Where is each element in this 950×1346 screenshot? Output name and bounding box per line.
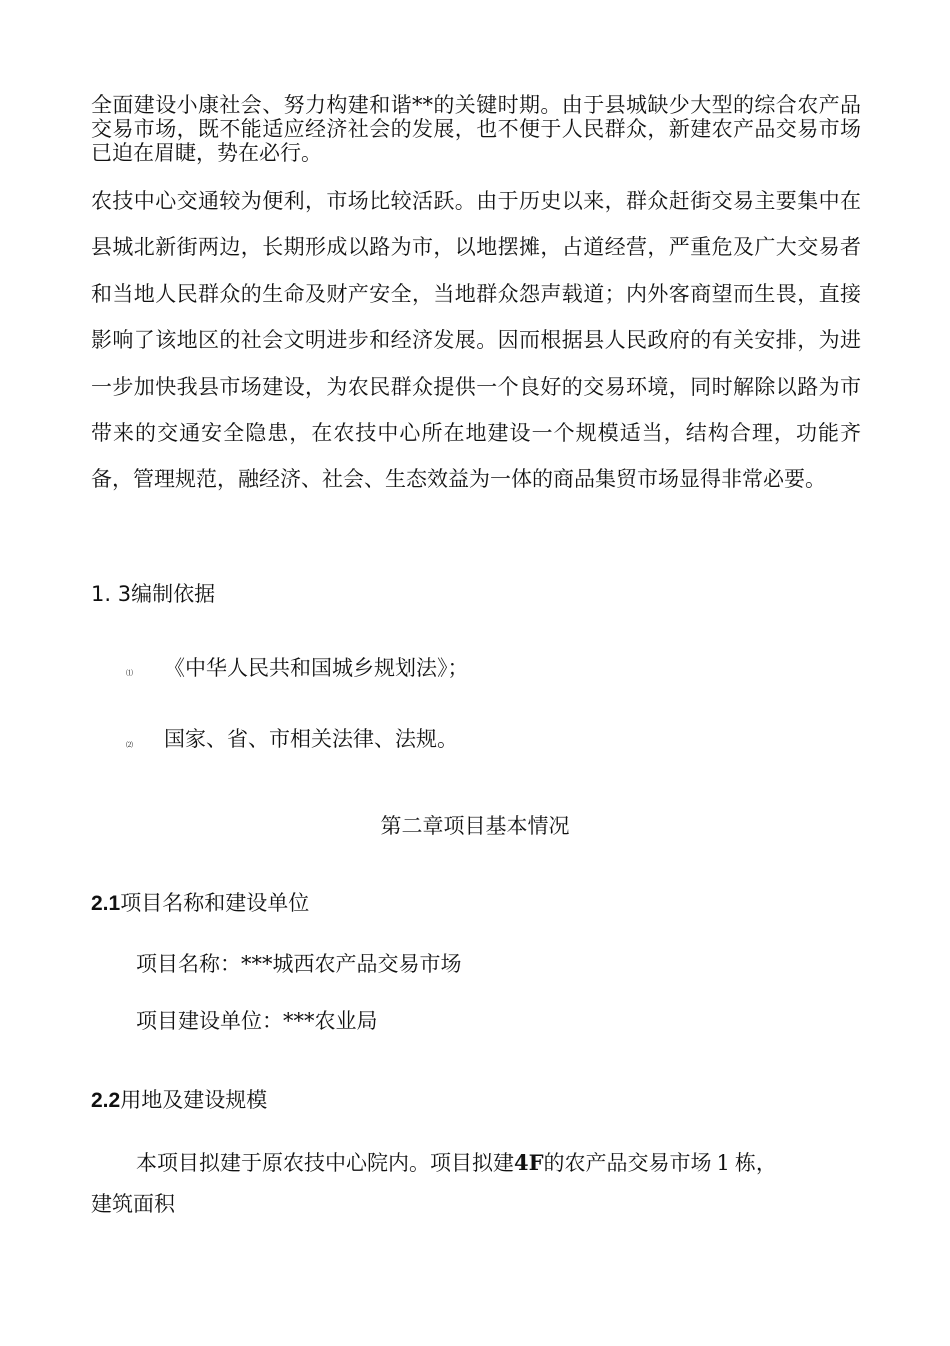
section-title: 用地及建设规模 <box>120 1088 268 1112</box>
background-paragraph: 农技中心交通较为便利，市场比较活跃。由于历史以来，群众赶街交易主要集中在县城北新街两边，长期形成以路为市，以地摆摊，占道经营，严重危及广大交易者和当地人民群众的生命及财产安全，当地群众怨声载道；内外客商望而生畏，直接影响了该地区的社会文明进步和经济发展。因而根据县人民政府的有关安排，为进一步加快我县市场建设，为农民群众提供一个良好的交易环境，同时解除以路为市带来的交通安全隐患，在农技中心所在地建设一个规模适当，结构合理，功能齐备，管理规范，融经济、社会、生态效益为一体的商品集贸市场显得非常必要。 <box>91 189 861 492</box>
section-title: 编制依据 <box>131 582 216 606</box>
section-title: 项目名称和建设单位 <box>120 891 310 915</box>
list-marker: ⑴ <box>126 669 133 677</box>
section-heading-2-1 <box>91 889 309 918</box>
list-marker: ⑵ <box>126 741 133 749</box>
section-number: 2.1 <box>91 892 121 915</box>
section-heading-1-3 <box>91 580 215 608</box>
project-name-line: 项目名称：***城西农产品交易市场 <box>136 952 462 976</box>
list-item: 《中华人民共和国城乡规划法》； <box>164 656 469 680</box>
scale-text: 本项目拟建于原农技中心院内。项目拟建 <box>136 1151 514 1175</box>
section-heading-2-2 <box>91 1086 267 1115</box>
scale-paragraph-line-1 <box>136 1149 777 1177</box>
scale-paragraph-line-2: 建筑面积 <box>91 1192 175 1216</box>
section-number: 1. 3 <box>91 582 132 606</box>
intro-paragraph: 全面建设小康社会、努力构建和谐**的关键时期。由于县城缺少大型的综合农产品交易市场，既不能适应经济社会的发展，也不便于人民群众，新建农产品交易市场已迫在眉睫，势在必行。 <box>91 93 861 165</box>
section-number: 2.2 <box>91 1089 121 1112</box>
chapter-title: 第二章项目基本情况 <box>380 814 570 838</box>
scale-text: 的农产品交易市场 <box>543 1151 712 1175</box>
list-item: 国家、省、市相关法律、法规。 <box>164 727 458 751</box>
building-count: 1 <box>716 1151 730 1175</box>
scale-text: 栋， <box>734 1151 777 1175</box>
floor-count: 4F <box>514 1150 544 1175</box>
project-unit-line: 项目建设单位：***农业局 <box>136 1009 378 1033</box>
